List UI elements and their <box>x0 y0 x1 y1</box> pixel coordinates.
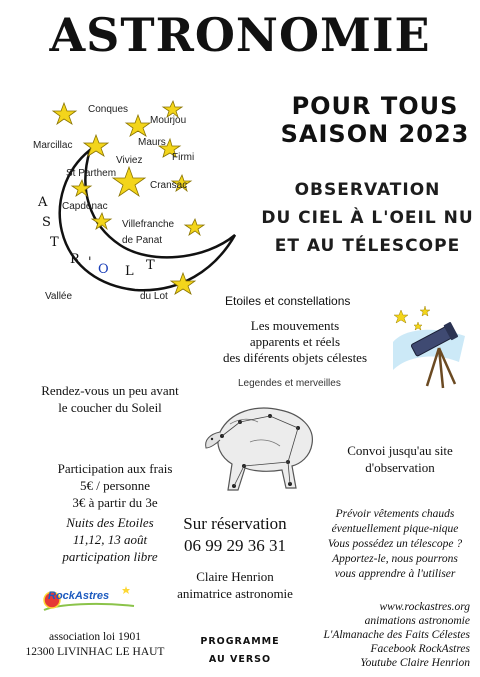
town-mourjou: Mourjou <box>150 115 187 126</box>
prevoir-line1: Prévoir vêtements chauds <box>335 508 455 520</box>
subtitle-line1: OBSERVATION <box>294 180 441 200</box>
logo-letter-l: L <box>125 264 134 279</box>
star-icon <box>126 115 150 136</box>
town-viviez: Viviez <box>116 155 143 166</box>
mouvements-line1: Les mouvements <box>250 318 340 333</box>
convoi-line1: Convoi jusqu'au site <box>347 443 453 458</box>
main-title: ASTRONOMIE <box>49 8 431 62</box>
prevoir-text <box>310 507 480 582</box>
legendes-heading: Legendes et merveilles <box>238 378 341 389</box>
logo-letter-t2: T <box>146 258 155 273</box>
participation-line1: Participation aux frais <box>57 461 173 476</box>
subtitle-line3: ET AU TÉLESCOPE <box>274 236 461 256</box>
reservation-phone[interactable]: 06 99 29 36 31 <box>184 536 286 555</box>
association-line2: 12300 LIVINHAC LE HAUT <box>25 646 165 658</box>
great-bear-constellation-icon <box>200 392 330 502</box>
town-de-panat: de Panat <box>122 235 163 246</box>
programme-line2: AU VERSO <box>208 654 272 665</box>
star-icon <box>113 167 145 196</box>
rendezvous-text <box>20 382 200 416</box>
nuits-line2: 11,12, 13 août <box>72 532 148 547</box>
town-vallee: Vallée <box>45 291 73 302</box>
town-st-parthem: St Parthem <box>66 168 117 179</box>
telescope-icon <box>385 300 473 390</box>
rendezvous-line2: le coucher du Soleil <box>58 400 162 415</box>
prevoir-line2: éventuellement pique-nique <box>331 523 459 535</box>
saison: SAISON 2023 <box>280 120 470 148</box>
rendezvous-line1: Rendez-vous un peu avant <box>41 383 179 398</box>
link-almanache: L'Almanache des Faits Célestes <box>323 629 470 641</box>
town-maurs: Maurs <box>138 137 166 148</box>
prevoir-line5: vous apprendre à l'utiliser <box>334 568 456 580</box>
participation-line3: 3€ à partir du 3e <box>72 495 158 510</box>
logo-letter-t: T <box>50 235 59 250</box>
town-firmi: Firmi <box>172 152 195 163</box>
logo-letter-o: O <box>98 262 109 277</box>
reservation-label: Sur réservation <box>183 514 287 533</box>
logo-letter-r: R <box>70 252 80 267</box>
convoi-text <box>325 442 475 476</box>
contact-text <box>150 568 320 602</box>
link-animations: animations astronomie <box>364 615 470 627</box>
association-text <box>10 630 180 660</box>
convoi-line2: d'observation <box>365 460 435 475</box>
participation-line2: 5€ / personne <box>79 478 151 493</box>
link-website[interactable]: www.rockastres.org <box>379 601 470 613</box>
town-cransac: Cransac <box>150 180 188 191</box>
rockastres-logo-text: RockAstres <box>48 590 110 602</box>
nuits-line1: Nuits des Etoiles <box>66 515 154 530</box>
contact-role: animatrice astronomie <box>177 586 293 601</box>
links-list <box>270 600 470 670</box>
prevoir-line3: Vous possédez un télescope ? <box>327 538 463 550</box>
etoiles-heading: Etoiles et constellations <box>225 294 351 308</box>
subtitle-line2: DU CIEL À L'OEIL NU <box>261 208 474 228</box>
town-capdenac: Capdenac <box>62 201 108 212</box>
town-du-lot: du Lot <box>140 291 168 302</box>
pour-tous: POUR TOUS <box>291 92 459 120</box>
prevoir-line4: Apportez-le, nous pourrons <box>332 553 458 565</box>
logo-letter-s: S <box>42 215 51 230</box>
town-conques: Conques <box>88 104 129 115</box>
logo-letter-a: A <box>38 195 48 210</box>
programme-line1: PROGRAMME <box>200 636 280 647</box>
logo-apostrophe: ' <box>88 255 92 270</box>
astrolt-logo <box>20 95 260 315</box>
town-villefranche: Villefranche <box>122 219 175 230</box>
link-youtube[interactable]: Youtube Claire Henrion <box>360 657 470 669</box>
star-icon <box>53 103 76 124</box>
link-facebook[interactable]: Facebook RockAstres <box>370 643 470 655</box>
mouvements-line2: apparents et réels <box>249 334 341 349</box>
star-icon <box>185 219 204 235</box>
contact-name: Claire Henrion <box>196 569 274 584</box>
participation-text <box>20 460 210 511</box>
town-marcillac: Marcillac <box>33 140 73 151</box>
mouvements-text <box>190 318 400 366</box>
mouvements-line3: des diférents objets célestes <box>222 350 368 365</box>
association-line1: association loi 1901 <box>49 631 141 643</box>
nuits-line3: participation libre <box>62 549 158 564</box>
